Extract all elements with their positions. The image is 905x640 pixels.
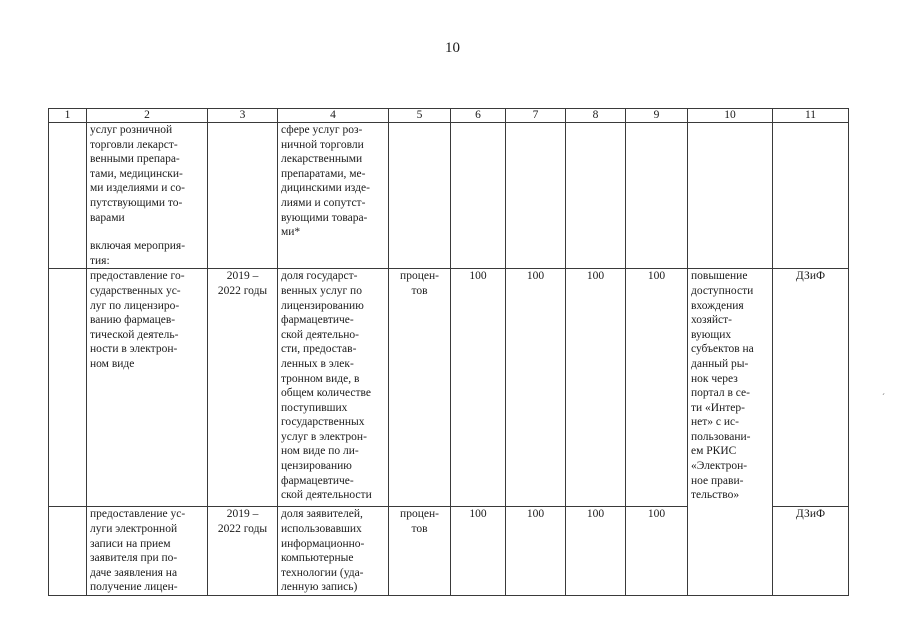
column-number: 3 [208, 109, 278, 123]
unit-cell: процен- тов [389, 269, 451, 507]
column-number: 10 [688, 109, 773, 123]
measure-name-cell: предоставление ус- луги электронной записи на прием заявителя при по- даче заявления на получение лицен- [87, 507, 208, 596]
column-number-row [49, 109, 849, 123]
value-cell: 100 [451, 269, 506, 507]
column-number: 8 [566, 109, 626, 123]
period-cell: 2019 – 2022 годы [208, 507, 278, 596]
measure-name-cell: предоставление го- сударственных ус- луг по лицензиро- ванию фармацев- тической деятель- ности в электрон- ном виде [87, 269, 208, 507]
value-cell: 100 [451, 507, 506, 596]
indicator-cell: доля заявителей, использовавших информационно- компьютерные технологии (уда- ленную запись) [278, 507, 389, 596]
column-number: 5 [389, 109, 451, 123]
column-number: 2 [87, 109, 208, 123]
table-row [49, 269, 849, 507]
column-number: 7 [506, 109, 566, 123]
indicator-cell: доля государст- венных услуг по лицензированию фармацевтиче- ской деятельно- сти, предостав- ленных в элек- тронном виде, в общем количестве поступивших государственных услуг в электрон- ном виде по ли- цензированию фармацевтиче- ской деятельности [278, 269, 389, 507]
column-number: 6 [451, 109, 506, 123]
measures-table [48, 108, 849, 596]
value-cell: 100 [566, 269, 626, 507]
unit-cell: процен- тов [389, 507, 451, 596]
measure-name: услуг розничной торговли лекарст- венными препара- тами, медицински- ми изделиями и со- путствующими то- варами [90, 124, 185, 224]
responsible-cell: ДЗиФ [773, 269, 849, 507]
column-number: 4 [278, 109, 389, 123]
value-cell: 100 [626, 507, 688, 596]
measure-name-cell [87, 123, 208, 269]
value-cell: 100 [626, 269, 688, 507]
indicator-cell: сфере услуг роз- ничной торговли лекарственными препаратами, ме- дицинскими изде- лиями и сопутст- вующими товара- ми* [278, 123, 389, 269]
value-cell: 100 [506, 507, 566, 596]
responsible-cell: ДЗиФ [773, 507, 849, 596]
column-number: 11 [773, 109, 849, 123]
value-cell: 100 [566, 507, 626, 596]
column-number: 1 [49, 109, 87, 123]
expected-result-cell: повышение доступности вхождения хозяйст- вующих субъектов на данный ры- нок через портал в се- ти «Интер- нет» с ис- пользовани- ем РКИС «Электрон- ное прави- тельство» [688, 269, 773, 596]
column-number: 9 [626, 109, 688, 123]
including-measures-label: включая мероприя- тия: [90, 240, 186, 267]
page-number: 10 [445, 40, 460, 56]
period-cell: 2019 – 2022 годы [208, 269, 278, 507]
value-cell: 100 [506, 269, 566, 507]
table-row [49, 123, 849, 269]
scan-mark: ´ [882, 392, 885, 402]
